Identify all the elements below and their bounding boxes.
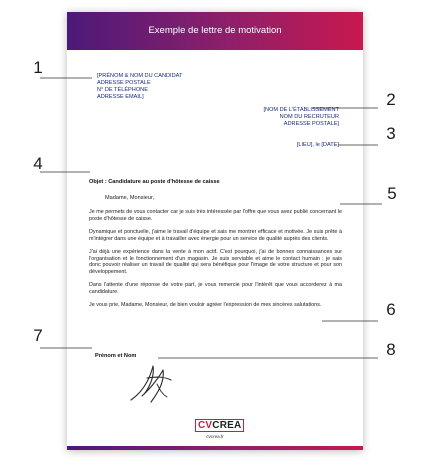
callout-number-8: 8 <box>386 340 396 359</box>
sender-name: [PRÉNOM & NOM DU CANDIDAT <box>97 73 183 79</box>
body-paragraph: Je me permets de vous contacter car je suis très intéressée par l'offre que vous avez publié concernant le poste d'hôtesse de caisse. <box>89 209 342 222</box>
callout-number-4: 4 <box>33 154 43 173</box>
sender-phone: N° DE TÉLÉPHONE <box>97 86 148 93</box>
place-date: [LIEU], le [DATE] <box>296 142 339 148</box>
body-paragraph: Dynamique et ponctuelle, j'aime le travail d'équipe et sais me montrer efficace et motivée. Je suis prête à m'intégrer dans une équipe et à travailler avec énergie pour un service de qualité auprès des clients. <box>89 228 342 242</box>
callout-number-5: 5 <box>387 184 397 203</box>
sender-address: ADRESSE POSTALE <box>97 79 151 86</box>
callout-number-2: 2 <box>386 90 396 109</box>
callout-number-3: 3 <box>386 124 396 143</box>
body-paragraph: Dans l'attente d'une réponse de votre part, je vous remercie pour l'intérêt que vous accorderez à ma candidature. <box>89 282 342 296</box>
closing-paragraph: Je vous prie, Madame, Monsieur, de bien vouloir agréer l'expression de mes sincères salutations. <box>89 302 322 309</box>
logo-url: cvcrea.fr <box>206 434 224 439</box>
subject-line: Objet : Candidature au poste d'hôtesse de caisse <box>89 179 220 185</box>
body-paragraph: J'ai déjà une expérience dans la vente à mon actif. C'est pourquoi, j'ai de bonnes connaissances sur l'organisation et le fonctionnement d'un magasin. Je suis serviable et aime le contact humain ; je sais donc pouvoir réaliser un travail de qualité qui sera bénéfique pour l'image de votre structure et pour son développement. <box>89 248 342 276</box>
sender-email: ADRESSE EMAIL] <box>97 93 144 100</box>
salutation: Madame, Monsieur, <box>105 195 155 201</box>
signer-name: Prénom et Nom <box>95 353 137 359</box>
callout-number-6: 6 <box>386 300 396 319</box>
callout-number-7: 7 <box>33 326 43 345</box>
callout-number-1: 1 <box>33 58 43 77</box>
recipient-address: ADRESSE POSTALE] <box>283 120 339 127</box>
recipient-organization: [NOM DE L'ÉTABLISSEMENT <box>263 107 339 113</box>
logo-cv-text: CV <box>198 420 213 431</box>
page-title: Exemple de lettre de motivation <box>148 25 282 36</box>
logo-crea-text: CREA <box>212 420 242 431</box>
recipient-recruiter: NOM DU RECRUTEUR <box>279 113 339 120</box>
